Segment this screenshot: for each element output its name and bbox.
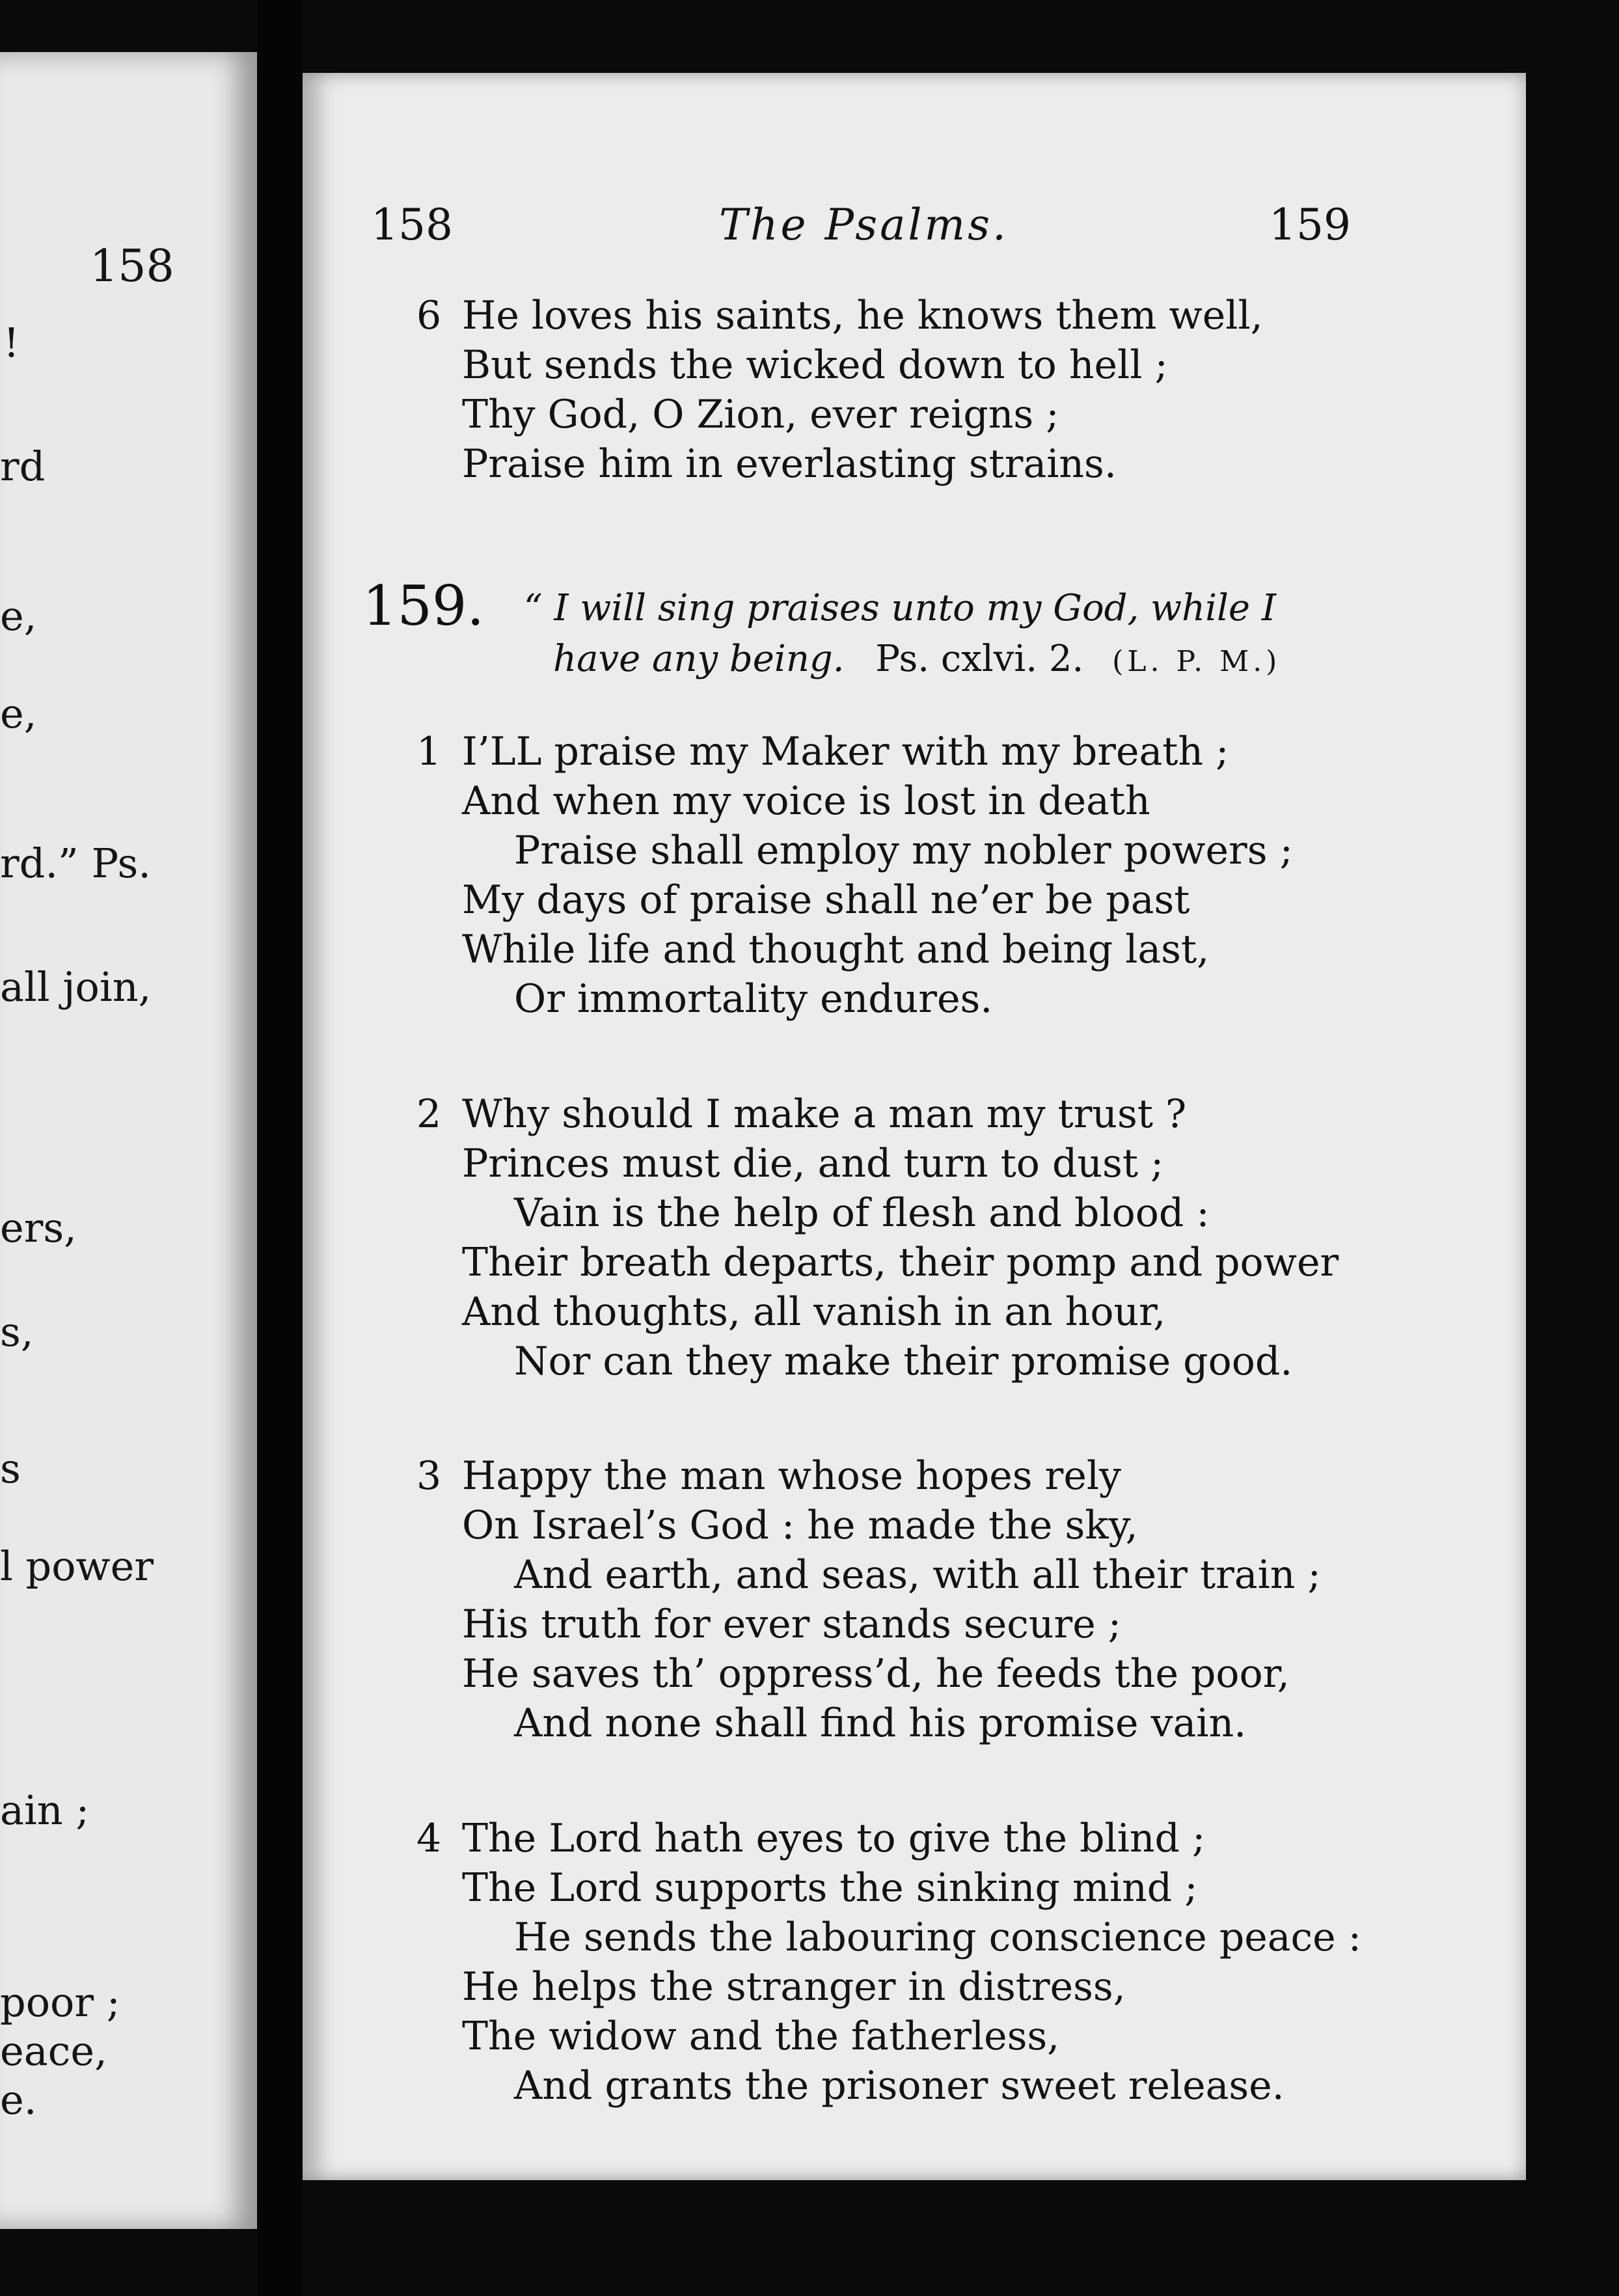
verse-line: His truth for ever stands secure ; <box>462 1602 1121 1647</box>
left-fragment: ers, <box>0 1204 77 1251</box>
verse-line: The Lord supports the sinking mind ; <box>462 1865 1198 1911</box>
stanza-number: 4 <box>416 1816 442 1861</box>
meter-label: (L. P. M.) <box>1112 645 1281 678</box>
left-fragment: e, <box>0 690 37 737</box>
psalm-number: 159. <box>362 574 485 638</box>
left-page-number: 158 <box>90 241 174 292</box>
verse-line: Thy God, O Zion, ever reigns ; <box>462 392 1059 437</box>
verse-line: My days of praise shall ne’er be past <box>462 877 1190 923</box>
header-page-number-left: 158 <box>371 200 453 250</box>
running-title: The Psalms. <box>719 200 1009 250</box>
verse-line: While life and thought and being last, <box>462 927 1210 972</box>
verse-line: And when my voice is lost in death <box>462 778 1150 824</box>
stanza-number: 1 <box>416 729 442 774</box>
verse-line: And thoughts, all vanish in an hour, <box>462 1289 1166 1335</box>
verse-line: Princes must die, and turn to dust ; <box>462 1141 1164 1186</box>
left-fragment: rd <box>0 443 46 490</box>
verse-line: I’LL praise my Maker with my breath ; <box>462 729 1229 774</box>
verse-line: Praise him in everlasting strains. <box>462 441 1117 487</box>
stanza-number: 6 <box>416 293 442 338</box>
left-fragment: s, <box>0 1308 34 1356</box>
left-fragment: all join, <box>0 963 152 1011</box>
verse-line: He sends the labouring conscience peace : <box>514 1915 1361 1960</box>
verse-line: And earth, and seas, with all their train ; <box>514 1552 1321 1598</box>
left-fragment: eace, <box>0 2027 107 2075</box>
verse-line: And grants the prisoner sweet release. <box>514 2063 1285 2109</box>
verse-line: Nor can they make their promise good. <box>514 1339 1293 1384</box>
left-fragment: ! <box>3 319 20 366</box>
verse-line: But sends the wicked down to hell ; <box>462 342 1168 388</box>
left-fragment: rd.” Ps. <box>0 840 152 887</box>
epigraph-line-1: “ I will sing praises unto my God, while I <box>524 587 1276 629</box>
verse-line: The Lord hath eyes to give the blind ; <box>462 1816 1206 1861</box>
epigraph-italic: have any being. <box>553 638 845 680</box>
right-page <box>303 73 1526 2180</box>
epigraph-line-2 <box>553 635 1281 687</box>
verse-line: And none shall find his promise vain. <box>514 1701 1247 1746</box>
stanza-number: 2 <box>416 1091 442 1137</box>
verse-line: Or immortality endures. <box>514 976 993 1022</box>
left-fragment: s <box>0 1445 21 1492</box>
left-fragment: e. <box>0 2076 37 2124</box>
left-fragment: e, <box>0 592 37 640</box>
verse-line: The widow and the fatherless, <box>462 2014 1060 2059</box>
left-fragment: l power <box>0 1542 154 1590</box>
left-fragment: ain ; <box>0 1786 90 1834</box>
verse-line: Vain is the help of flesh and blood : <box>514 1190 1210 1236</box>
book-gutter <box>257 0 303 2296</box>
verse-line: He saves th’ oppress’d, he feeds the poor, <box>462 1651 1290 1697</box>
verse-line: He loves his saints, he knows them well, <box>462 293 1263 338</box>
left-page-fragment <box>0 52 257 2229</box>
verse-line: Happy the man whose hopes rely <box>462 1453 1121 1499</box>
verse-line: Their breath departs, their pomp and power <box>462 1240 1339 1285</box>
verse-line: On Israel’s God : he made the sky, <box>462 1503 1138 1548</box>
verse-line: Why should I make a man my trust ? <box>462 1091 1187 1137</box>
header-page-number-right: 159 <box>1269 200 1351 250</box>
scripture-reference: Ps. cxlvi. 2. <box>875 638 1084 680</box>
stanza-number: 3 <box>416 1453 442 1499</box>
left-fragment: poor ; <box>0 1978 120 2026</box>
verse-line: He helps the stranger in distress, <box>462 1964 1126 2010</box>
verse-line: Praise shall employ my nobler powers ; <box>514 828 1293 873</box>
